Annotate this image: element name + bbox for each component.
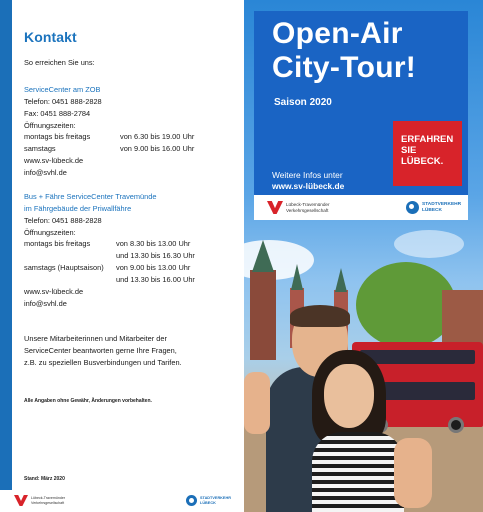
- more-info-link[interactable]: www.sv-lübeck.de: [272, 181, 345, 191]
- lvg-name-line: Verkehrsgesellschaft: [286, 207, 329, 213]
- hours-time: von 9.00 bis 13.00 Uhr: [116, 263, 191, 272]
- stand-date: Stand: März 2020: [24, 476, 65, 482]
- contact-title: Kontakt: [24, 29, 77, 45]
- travemuende-hours-row: [24, 262, 191, 274]
- lvg-name-line: Lübeck-Travemünder: [286, 202, 330, 208]
- cloud-shape: [394, 230, 464, 258]
- blue-edge-bar: [0, 0, 12, 490]
- season-label: Saison 2020: [274, 97, 332, 108]
- zob-hours-row: [24, 131, 195, 143]
- cover-title-line: Open-Air: [272, 17, 403, 50]
- thumbs-up-hand: [394, 438, 432, 508]
- travemuende-web-link[interactable]: www.sv-lübeck.de: [24, 287, 84, 296]
- spire-shape: [335, 268, 347, 292]
- hours-time: von 8.30 bis 13.00 Uhr: [116, 239, 191, 248]
- sv-name-line: LÜBECK: [422, 207, 442, 213]
- zob-email-link[interactable]: info@svhl.de: [24, 168, 67, 177]
- more-info: [272, 170, 344, 192]
- travemuende-hours-row: [24, 238, 191, 250]
- travemuende-subheading: im Fährgebäude der Priwallfähre: [24, 204, 132, 213]
- sv-logo: [406, 201, 461, 214]
- lvg-logo: [267, 201, 330, 214]
- slogan-line: LÜBECK.: [401, 156, 444, 167]
- travemuende-email-link[interactable]: info@svhl.de: [24, 299, 67, 308]
- woman-face-shape: [324, 364, 374, 428]
- disclaimer: Alle Angaben ohne Gewähr, Änderungen vorbehalten.: [24, 398, 152, 404]
- sv-name-line: STADTVERKEHR: [200, 496, 231, 501]
- sv-logo: [186, 495, 231, 506]
- thumbs-up-hand: [244, 372, 270, 434]
- cover-panel: [244, 0, 483, 512]
- travemuende-heading: Bus + Fähre ServiceCenter Travemünde: [24, 192, 157, 201]
- hours-time: von 9.00 bis 16.00 Uhr: [120, 144, 195, 153]
- lvg-mark-icon: [14, 495, 28, 506]
- zob-hours-row: [24, 143, 195, 155]
- cover-title: [272, 17, 416, 85]
- zob-heading: ServiceCenter am ZOB: [24, 85, 101, 94]
- more-info-label: Weitere Infos unter: [272, 170, 343, 180]
- hours-days: samstags: [24, 144, 56, 153]
- sv-name-line: LÜBECK: [200, 500, 216, 505]
- hours-time: und 13.30 bis 16.30 Uhr: [116, 251, 195, 260]
- lvg-name-line: Lübeck-Travemünder: [31, 496, 66, 501]
- slogan-line: ERFAHREN: [401, 134, 454, 145]
- woman-striped-shirt: [312, 432, 404, 512]
- zob-fax: Fax: 0451 888-2784: [24, 109, 91, 118]
- hours-days: montags bis freitags: [24, 132, 91, 141]
- hours-days: samstags (Hauptsaison): [24, 263, 104, 272]
- hours-time: und 13.30 bis 16.00 Uhr: [116, 275, 195, 284]
- sv-mark-icon: [186, 495, 197, 506]
- service-text-line: z.B. zu speziellen Busverbindungen und Tarifen.: [24, 358, 182, 367]
- lvg-name-line: Verkehrsgesellschaft: [31, 500, 65, 505]
- zob-hours-label: Öffnungszeiten:: [24, 121, 76, 130]
- bus-wheel: [448, 417, 464, 433]
- service-text-line: Unsere Mitarbeiterinnen und Mitarbeiter der: [24, 334, 167, 343]
- sv-name-line: STADTVERKEHR: [422, 202, 462, 208]
- lvg-mark-icon: [267, 201, 283, 214]
- hours-time: von 6.30 bis 19.00 Uhr: [120, 132, 195, 141]
- man-hair-shape: [290, 305, 350, 327]
- spire-shape: [252, 240, 274, 272]
- cover-title-line: City-Tour!: [272, 51, 417, 84]
- travemuende-hours-label: Öffnungszeiten:: [24, 228, 76, 237]
- zob-web-link[interactable]: www.sv-lübeck.de: [24, 156, 84, 165]
- contact-intro: So erreichen Sie uns:: [24, 58, 95, 67]
- travemuende-telefon: Telefon: 0451 888-2828: [24, 216, 102, 225]
- hours-days: montags bis freitags: [24, 239, 91, 248]
- service-text-line: ServiceCenter beantworten gerne Ihre Fragen,: [24, 346, 177, 355]
- sv-mark-icon: [406, 201, 419, 214]
- tree-shape: [356, 262, 456, 348]
- lvg-logo: [14, 495, 65, 506]
- red-slogan-box: [393, 121, 462, 186]
- zob-telefon: Telefon: 0451 888-2828: [24, 97, 102, 106]
- spire-shape: [291, 264, 303, 290]
- slogan-line: SIE: [401, 145, 417, 156]
